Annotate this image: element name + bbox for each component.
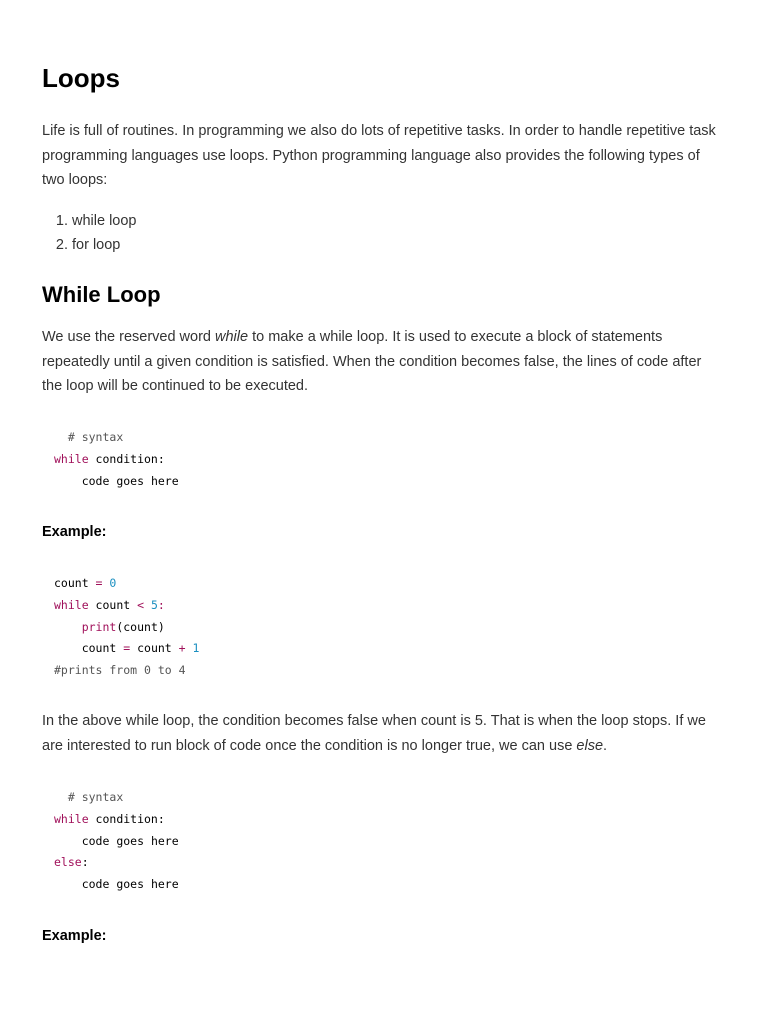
page-title: Loops — [42, 63, 120, 93]
code-keyword: while — [54, 451, 89, 466]
list-item: 2. for loop — [72, 233, 137, 257]
intro-paragraph: Life is full of routines. In programming we also do lots of repetitive tasks. In order to handle repetitive task programming languages use loops. Python programming language also provides the following types of two loops: — [42, 123, 716, 188]
while-loop-heading: While Loop — [42, 282, 161, 307]
code-line: code goes here — [81, 473, 179, 488]
example-label: Example: — [42, 524, 107, 540]
while-loop-paragraph: We use the reserved word while to make a while loop. It is used to execute a block of statements repeatedly until a given condition is satisfied. When the condition becomes false, the lines of code after the loop will be continued to be executed. — [42, 329, 702, 394]
example-label-2: Example: — [42, 928, 107, 944]
keyword-while: while — [215, 329, 249, 345]
example-code-block: count = 0 while count < 5: print(count) count = count + 1 #prints from 0 to 4 — [54, 576, 200, 678]
loop-types-list — [42, 209, 137, 257]
else-paragraph: In the above while loop, the condition becomes false when count is 5. That is when the loop stops. If we are interested to run block of code once the condition is no longer true, we can use else. — [42, 713, 706, 754]
syntax-code-block: # syntax while condition: code goes here — [54, 430, 179, 488]
else-syntax-code-block: # syntax while condition: code goes here else: code goes here — [54, 790, 179, 892]
keyword-else: else — [576, 737, 604, 754]
list-item: 1. while loop — [72, 209, 137, 233]
code-comment: # syntax — [67, 430, 124, 444]
